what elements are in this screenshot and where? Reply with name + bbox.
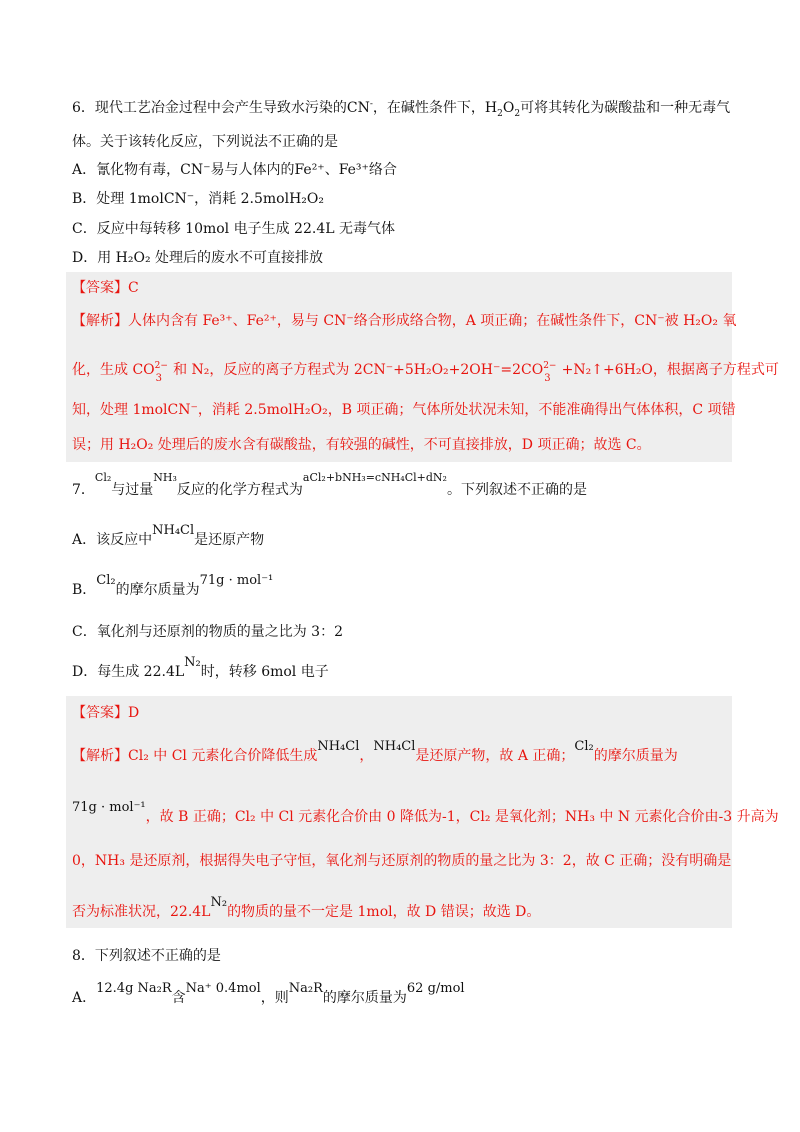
q8-option-a-text-b: 含: [171, 990, 186, 1006]
q8-option-a: [72, 981, 465, 1009]
q6-exp2-sup: 2−: [154, 361, 168, 371]
q6-exp2-sub2: 3: [544, 373, 551, 384]
q7-explanation-line1: [72, 739, 678, 767]
q8-option-a-text-d: 的摩尔质量为: [322, 990, 407, 1006]
q7-answer: 【答案】D: [72, 705, 140, 721]
q6-option-a: A．氰化物有毒，CN⁻易与人体内的Fe²⁺、Fe³⁺络合: [72, 162, 397, 178]
q6-stem-sub1: 2: [497, 108, 503, 119]
q6-stem-text-b: ，在碱性条件下，H: [372, 100, 498, 116]
q8-option-a-label: A．: [72, 990, 97, 1006]
q7-explanation-line4: [72, 895, 541, 923]
q6-stem-text-f: 可将其转化为碳酸盐和一种无毒气: [520, 100, 731, 116]
q6-stem-sub2: 2: [514, 108, 521, 119]
q8-option-a-formula1: 12.4g Na₂R: [96, 981, 172, 996]
q6-exp2-text: 化，生成 CO: [72, 362, 155, 378]
q7-option-b: [72, 573, 274, 601]
q7-option-d-label: D．每生成 22.4L: [72, 664, 185, 680]
q7-option-a: [72, 523, 265, 551]
q6-option-c: C．反应中每转移 10mol 电子生成 22.4L 无毒气体: [72, 221, 395, 237]
q6-stem-line1: [72, 98, 730, 118]
q8-option-a-formula4: 62 g/mol: [406, 981, 465, 996]
q7-exp1-formula1: NH₄Cl: [317, 739, 360, 754]
q7-formula-nh3: NH₃: [153, 471, 177, 484]
q7-option-b-text: 的摩尔质量为: [115, 582, 200, 598]
q7-stem-c: 。下列叙述不正确的是: [446, 482, 587, 498]
q7-exp1-formula2: NH₄Cl: [373, 739, 416, 754]
q6-stem-sup: -: [369, 99, 373, 110]
q7-option-b-value: 71g · mol⁻¹: [199, 573, 274, 588]
q6-option-b: B．处理 1molCN⁻，消耗 2.5molH₂O₂: [72, 191, 324, 207]
q6-stem-text-o: O: [502, 100, 515, 116]
q6-option-d: D．用 H₂O₂ 处理后的废水不可直接排放: [72, 250, 324, 266]
q6-exp2-text-b: 和 N₂，反应的离子方程式为 2CN⁻+5H₂O₂+2OH⁻=2CO: [168, 362, 544, 378]
q7-equation: aCl₂+bNH₃=cNH₄Cl+dN₂: [302, 471, 447, 484]
q6-explanation-line3: 知，处理 1molCN⁻，消耗 2.5molH₂O₂，B 项正确；气体所处状况未知，不能准确得出气体体积，C 项错: [72, 402, 736, 418]
q7-stem-b: 反应的化学方程式为: [176, 482, 303, 498]
q6-explanation-line1: 【解析】人体内含有 Fe³⁺、Fe²⁺，易与 CN⁻络合形成络合物，A 项正确；在碱性条件下，CN⁻被 H₂O₂ 氧: [72, 313, 737, 329]
q7-option-a-label: A．该反应中: [72, 532, 153, 548]
q7-exp1-sep: ，: [359, 748, 374, 764]
q6-explanation-line4: 误；用 H₂O₂ 处理后的废水含有碳酸盐，有较强的碱性，不可直接排放，D 项正确；故选 C。: [72, 437, 651, 453]
q6-exp2-sub: 3: [155, 373, 163, 384]
q6-exp2-sup2: 2−: [543, 361, 557, 371]
q7-exp4-text-b: 的物质的量不一定是 1mol，故 D 错误；故选 D。: [227, 904, 541, 920]
q7-exp1-text: 【解析】Cl₂ 中 Cl 元素化合价降低生成: [72, 748, 318, 764]
q7-number: 7．: [72, 482, 95, 498]
q7-option-b-label: B．: [72, 582, 97, 598]
q7-explanation-line2: [72, 800, 779, 828]
q7-exp1-formula3: Cl₂: [574, 739, 594, 754]
q6-explanation-line2: [72, 360, 779, 384]
q7-option-a-text: 是还原产物: [194, 532, 265, 548]
q7-option-d-text: 时，转移 6mol 电子: [200, 664, 329, 680]
q6-exp2-text-c: +N₂↑+6H₂O，根据离子方程式可: [557, 362, 779, 378]
q8-option-a-text-c: ，则: [260, 990, 289, 1006]
q7-option-d-formula: N₂: [184, 655, 201, 670]
q8-option-a-formula3: Na₂R: [288, 981, 323, 996]
q7-exp4-text: 否为标准状况，22.4L: [72, 904, 211, 920]
q7-stem: [72, 471, 587, 501]
q7-exp2-value: 71g · mol⁻¹: [72, 800, 146, 815]
q7-exp4-formula: N₂: [210, 895, 228, 910]
q7-option-a-formula: NH₄Cl: [152, 523, 195, 538]
q7-option-d: [72, 655, 329, 683]
q7-exp1-text-c: 的摩尔质量为: [593, 748, 678, 764]
q6-stem-text: 6．现代工艺冶金过程中会产生导致水污染的CN: [72, 100, 370, 116]
q7-option-c: C．氧化剂与还原剂的物质的量之比为 3：2: [72, 624, 343, 640]
q7-formula-cl2: Cl₂: [94, 471, 112, 484]
q6-answer: 【答案】C: [72, 280, 139, 296]
q7-stem-a: 与过量: [111, 482, 154, 498]
q8-stem: 8．下列叙述不正确的是: [72, 948, 221, 964]
q6-stem-line2: 体。关于该转化反应，下列说法不正确的是: [72, 134, 338, 150]
q7-option-b-formula: Cl₂: [96, 573, 116, 588]
q7-explanation-line3: 0，NH₃ 是还原剂，根据得失电子守恒，氧化剂与还原剂的物质的量之比为 3：2，故 C 正确；没有明确是: [72, 853, 732, 869]
q7-exp1-text-b: 是还原产物，故 A 正确；: [415, 748, 575, 764]
q7-exp2-text: ，故 B 正确；Cl₂ 中 Cl 元素化合价由 0 降低为-1，Cl₂ 是氧化剂；NH₃ 中 N 元素化合价由-3 升高为: [145, 809, 779, 825]
q8-option-a-formula2: Na⁺ 0.4mol: [185, 981, 261, 996]
